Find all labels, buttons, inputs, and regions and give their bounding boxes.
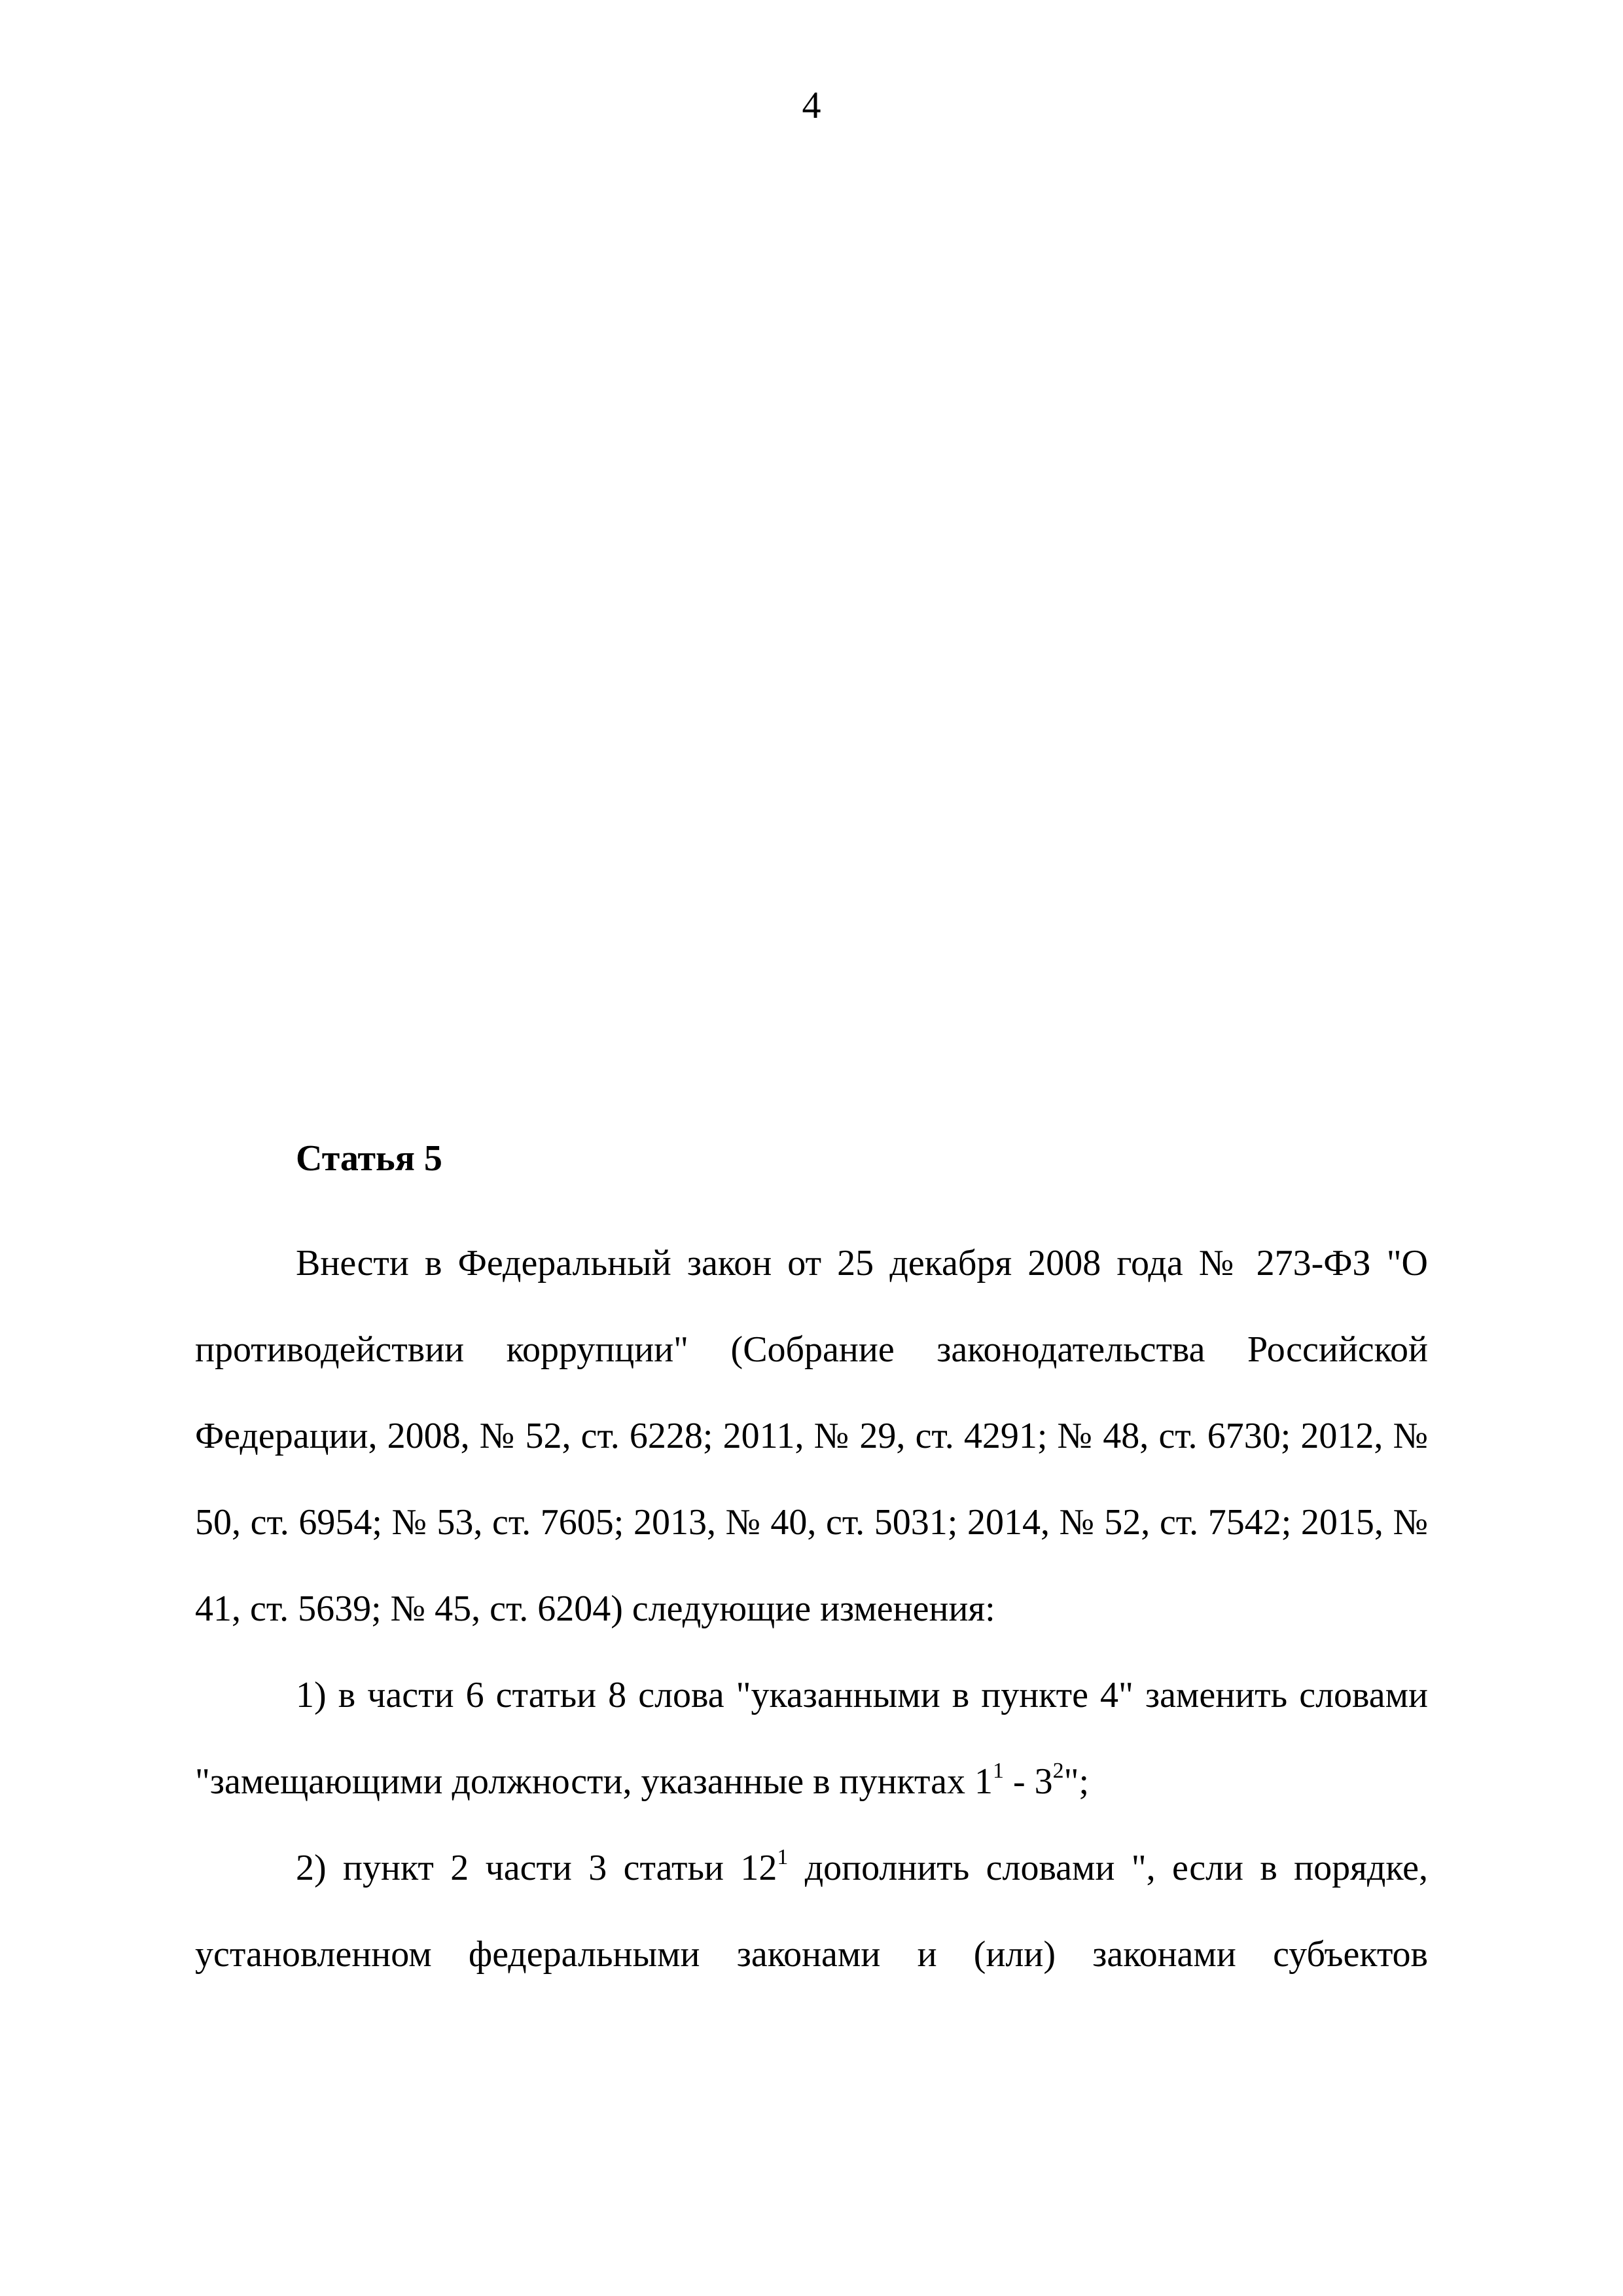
item-2-superscript: 1 xyxy=(777,1845,789,1870)
item-1-superscript-2: 2 xyxy=(1052,1759,1064,1784)
item-2-number: 2) xyxy=(296,1848,327,1888)
item-1-text-part-3: "; xyxy=(1063,1761,1090,1802)
article-5 xyxy=(195,1140,1428,1998)
article-intro-paragraph: Внести в Федеральный закон от 25 декабря 2008 года № 273-ФЗ "О противодействии коррупции" (Собрание законодательства Российской Федерации, 2008, № 52, ст. 6228; 2011, № 29, ст. 4291; № 48, ст. 6730; 2012, № 50, ст. 6954; № 53, ст. 7605; 2013, № 40, ст. 5031; 2014, № 52, ст. 7542; 2015, № 41, ст. 5639; № 45, ст. 6204) следующие изменения: xyxy=(195,1243,1428,1629)
item-1-superscript-1: 1 xyxy=(992,1759,1004,1784)
page-number: 4 xyxy=(802,84,821,126)
item-1-text-part-1: в части 6 статьи 8 слова "указанными в пункте 4" заменить словами "замещающими должности, указанные в пунктах 1 xyxy=(195,1675,1429,1802)
item-1-number: 1) xyxy=(296,1675,327,1715)
item-1-paragraph xyxy=(195,1652,1428,1825)
item-2-paragraph xyxy=(195,1825,1428,1998)
item-2-text-part-2: дополнить словами ", если в порядке, установленном федеральными законами и (или) законами субъектов xyxy=(195,1848,1429,1975)
item-2-text-part-1: пункт 2 части 3 статьи 12 xyxy=(343,1848,777,1888)
article-heading: Статья 5 xyxy=(296,1138,442,1179)
item-1-text-part-2: - 3 xyxy=(1003,1761,1053,1802)
